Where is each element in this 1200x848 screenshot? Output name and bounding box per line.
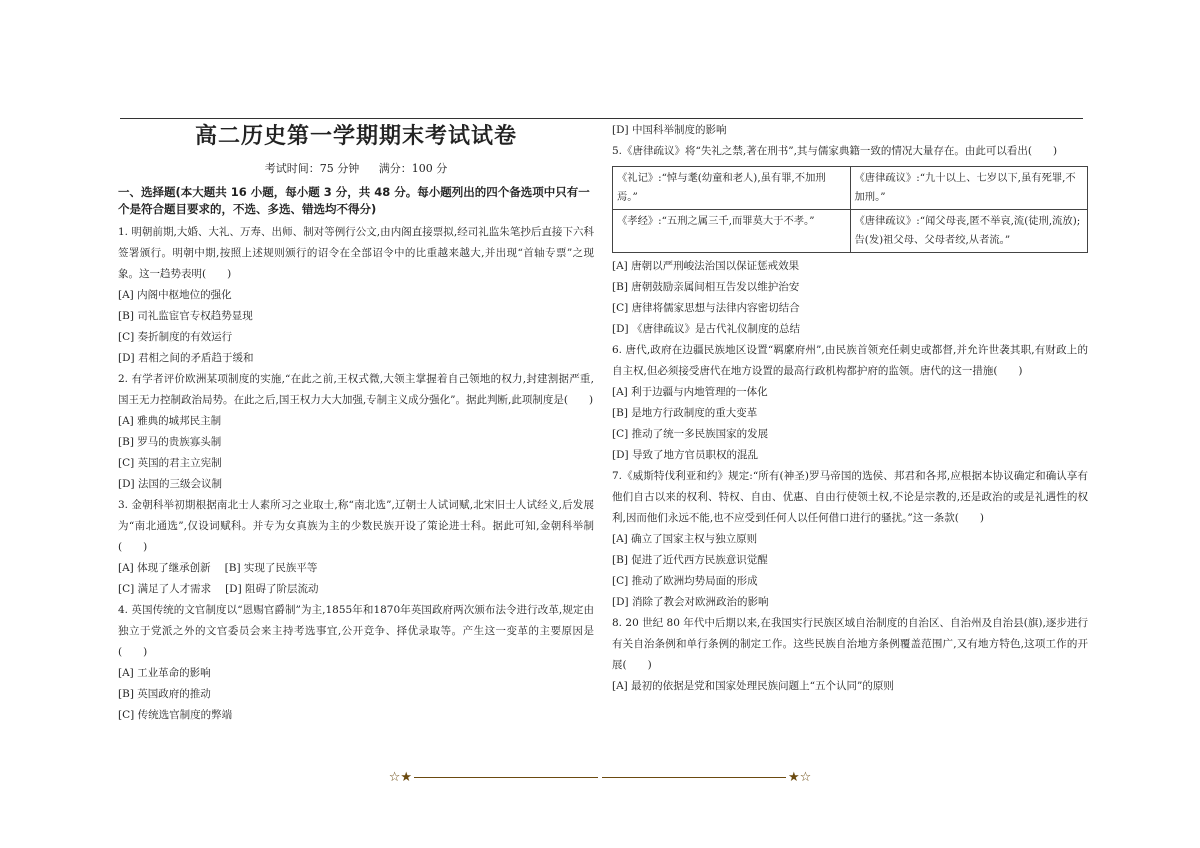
table-row [613, 167, 1088, 210]
page-title: 高二历史第一学期期末考试试卷 [194, 124, 517, 149]
question-4-option-b: [B] 英国政府的推动 [118, 688, 211, 700]
exam-time: 考试时间：75 分钟 [264, 162, 360, 175]
question-1-stem: 1. 明朝前期,大婚、大礼、万寿、出师、制对等例行公文,由内阁直接票拟,经司礼监朱笔抄后直接下六科签署颁行。明朝中期,按照上述规则颁行的诏令在全部诏令中的比重越来越大,并出现“首轴专票”之现象。这一趋势表明( ) [118, 226, 594, 280]
question-5-table [612, 166, 1088, 253]
question-5-option-d: [D] 《唐律疏议》是古代礼仪制度的总结 [612, 323, 800, 335]
question-1-option-d: [D] 君相之间的矛盾趋于缓和 [118, 352, 254, 364]
question-2-option-b: [B] 罗马的贵族寡头制 [118, 436, 222, 448]
full-score: 满分：100 分 [378, 162, 448, 175]
question-4-option-a: [A] 工业革命的影响 [118, 667, 211, 679]
question-1-option-a: [A] 内阁中枢地位的强化 [118, 289, 232, 301]
question-4-option-d: [D] 中国科举制度的影响 [612, 124, 727, 136]
exam-info [118, 160, 594, 178]
question-5-option-b: [B] 唐朝鼓励亲属间相互告发以维护治安 [612, 281, 800, 293]
question-3-option-c: [C] 满足了人才需求 [118, 583, 212, 595]
question-5-option-a: [A] 唐朝以严刑峻法治国以保证惩戒效果 [612, 260, 800, 272]
question-1-option-b: [B] 司礼监宦官专权趋势显现 [118, 310, 253, 322]
question-6-option-c: [C] 推动了统一多民族国家的发展 [612, 428, 769, 440]
question-8-stem: 8. 20 世纪 80 年代中后期以来,在我国实行民族区域自治制度的自治区、自治州及自治县(旗),逐步进行有关自治条例和单行条例的制定工作。这些民族自治地方条例覆盖范围广,又有地方特色,这项工作的开展( ) [612, 617, 1088, 671]
left-column [118, 120, 594, 726]
question-3-options-row-1 [118, 558, 594, 579]
question-2-option-c: [C] 英国的君主立宪制 [118, 457, 222, 469]
table-row [613, 210, 1088, 253]
question-4-stem: 4. 英国传统的文官制度以“恩赐官爵制”为主,1855年和1870年英国政府两次颁布法令进行改革,规定由独立于党派之外的文官委员会来主持考选事宜,公开竞争、择优录取等。产生这一变革的主要原因是( ) [118, 604, 594, 658]
right-column [612, 120, 1088, 697]
table-cell: 《礼记》:“悼与耄(幼童和老人),虽有罪,不加刑焉。” [613, 167, 851, 210]
question-8-option-a: [A] 最初的依据是党和国家处理民族问题上“五个认同”的原则 [612, 680, 894, 692]
question-3-stem: 3. 金朝科举初期根据南北士人素所习之业取士,称“南北选”,辽朝士人试词赋,北宋旧士人试经义,后发展为“南北通选”,仅设词赋科。并专为女真族为主的少数民族开设了策论进士科。据此可知,金朝科举制( ) [118, 499, 594, 553]
question-7-option-d: [D] 消除了教会对欧洲政治的影响 [612, 596, 769, 608]
table-cell: 《孝经》:“五刑之属三千,而罪莫大于不孝。” [613, 210, 851, 253]
star-icon-left: ☆★ [388, 770, 412, 785]
question-7-stem: 7.《威斯特伐利亚和约》规定:“所有(神圣)罗马帝国的选侯、邦君和各邦,应根据本协议确定和确认享有他们自古以来的权利、特权、自由、优惠、自由行使领土权,不论是宗教的,还是政治的或是礼遇性的权利,因而他们永远不能,也不应受到任何人以任何借口进行的骚扰。”这一条款( ) [612, 470, 1088, 524]
table-cell: 《唐律疏议》:“九十以上、七岁以下,虽有死罪,不加刑。” [850, 167, 1088, 210]
question-7-option-a: [A] 确立了国家主权与独立原则 [612, 533, 758, 545]
question-6-option-b: [B] 是地方行政制度的重大变革 [612, 407, 758, 419]
question-5-stem: 5.《唐律疏议》将“失礼之禁,著在刑书”,其与儒家典籍一致的情况大量存在。由此可以看出( ) [612, 145, 1058, 157]
question-5-option-c: [C] 唐律将儒家思想与法律内容密切结合 [612, 302, 800, 314]
question-6-option-d: [D] 导致了地方官员职权的混乱 [612, 449, 758, 461]
question-2-stem: 2. 有学者评价欧洲某项制度的实施,“在此之前,王权式微,大领主掌握着自己领地的权力,封建割据严重,国王无力控制政治局势。在此之后,国王权力大大加强,专制主义成分强化”。据此判断,此项制度是( ) [118, 373, 594, 406]
page-footer [0, 770, 1200, 785]
footer-divider [414, 777, 598, 778]
question-7-option-b: [B] 促进了近代西方民族意识觉醒 [612, 554, 768, 566]
table-cell: 《唐律疏议》:“闻父母丧,匿不举哀,流(徒刑,流放);告(发)祖父母、父母者绞,从者流。” [850, 210, 1088, 253]
section-heading: 一、选择题(本大题共 16 小题，每小题 3 分，共 48 分。每小题列出的四个备选项中只有一个是符合题目要求的，不选、多选、错选均不得分) [118, 185, 590, 216]
question-7-option-c: [C] 推动了欧洲均势局面的形成 [612, 575, 758, 587]
question-3-option-d: [D] 阻碍了阶层流动 [225, 583, 319, 595]
star-icon-right: ★☆ [788, 770, 812, 785]
question-6-option-a: [A] 利于边疆与内地管理的一体化 [612, 386, 768, 398]
question-2-option-d: [D] 法国的三级会议制 [118, 478, 222, 490]
question-3-option-a: [A] 体现了继承创新 [118, 562, 211, 574]
question-1-option-c: [C] 奏折制度的有效运行 [118, 331, 233, 343]
question-6-stem: 6. 唐代,政府在边疆民族地区设置“羁縻府州”,由民族首领充任刺史或都督,并允许世袭其职,有财政上的自主权,但必须接受唐代在地方设置的最高行政机构都护府的监领。唐代的这一措施( ) [612, 344, 1088, 377]
question-3-option-b: [B] 实现了民族平等 [224, 562, 318, 574]
question-2-option-a: [A] 雅典的城邦民主制 [118, 415, 222, 427]
question-3-options-row-2 [118, 579, 594, 600]
top-rule [120, 118, 1083, 119]
question-4-option-c: [C] 传统选官制度的弊端 [118, 709, 233, 721]
footer-divider [602, 777, 786, 778]
